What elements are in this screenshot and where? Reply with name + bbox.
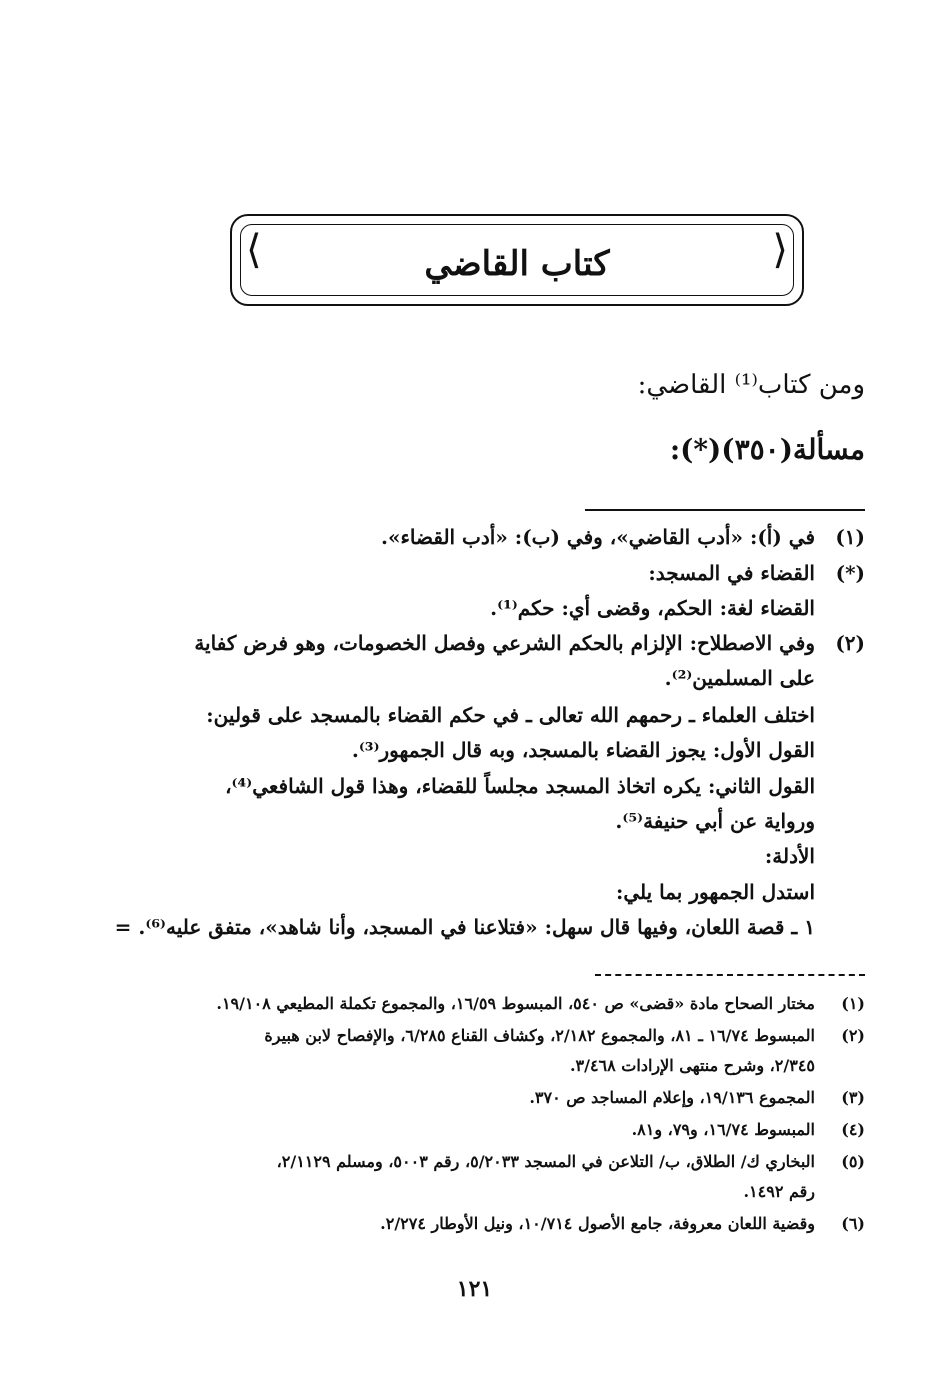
footnote-line: رقم ١٤٩٢.: [743, 1182, 815, 1201]
footnote-separator: [595, 974, 865, 976]
footnote-line: البخاري ك/ الطلاق، ب/ التلاعن في المسجد ٥/٢٠٣٣، رقم ٥٠٠٣، ومسلم ٢/١١٢٩،: [276, 1152, 815, 1171]
ornament-left-icon: ⟨: [246, 227, 262, 273]
footnote-line: المجموع ١٩/١٣٦، وإعلام المساجد ص ٣٧٠.: [529, 1088, 815, 1107]
footnote-number: (٥): [841, 1152, 865, 1171]
chapter-title: كتاب القاضي: [424, 244, 610, 284]
body-line: ١ ـ قصة اللعان، وفيها قال سهل: «فتلاعنا في المسجد، وأنا شاهد»، متفق عليه⁽⁶⁾. =: [114, 915, 815, 939]
note-line: وفي الاصطلاح: الإلزام بالحكم الشرعي وفصل الخصومات، وهو فرض كفاية: [194, 631, 815, 655]
footnote-line: المبسوط ١٦/٧٤، و٧٩، و٨١.: [631, 1120, 815, 1139]
note-line: على المسلمين⁽²⁾.: [664, 666, 815, 690]
footnote-number: (٤): [841, 1120, 865, 1139]
body-line: القول الثاني: يكره اتخاذ المسجد مجلساً للقضاء، وهذا قول الشافعي⁽⁴⁾،: [225, 774, 815, 798]
note-line: في (أ): «أدب القاضي»، وفي (ب): «أدب القضاء».: [381, 525, 815, 549]
note-number: (٢): [835, 631, 865, 655]
intro-line: ومن كتاب⁽¹⁾ القاضي:: [637, 370, 865, 400]
footnote-number: (٣): [841, 1088, 865, 1107]
footnote-line: ٢/٣٤٥، وشرح منتهى الإرادات ٣/٤٦٨.: [569, 1056, 815, 1075]
notes-separator: [585, 509, 865, 511]
body-line: اختلف العلماء ـ رحمهم الله تعالى ـ في حكم القضاء بالمسجد على قولين:: [206, 703, 815, 727]
footnote-number: (٦): [841, 1214, 865, 1233]
ornament-right-icon: ⟩: [772, 227, 788, 273]
page-number: ١٢١: [456, 1276, 493, 1302]
note-number: (*): [835, 561, 865, 585]
note-line: القضاء لغة: الحكم، وقضى أي: حكم⁽¹⁾.: [490, 596, 815, 620]
footnote-line: وقضية اللعان معروفة، جامع الأصول ١٠/٧١٤، ونيل الأوطار ٢/٢٧٤.: [380, 1214, 815, 1233]
footnote-number: (١): [841, 994, 865, 1013]
note-number: (١): [835, 525, 865, 549]
footnote-number: (٢): [841, 1026, 865, 1045]
body-line: القول الأول: يجوز القضاء بالمسجد، وبه قال الجمهور⁽³⁾.: [351, 738, 815, 762]
body-line: ورواية عن أبي حنيفة⁽⁵⁾.: [615, 809, 815, 833]
chapter-title-frame: [230, 214, 804, 306]
footnote-line: مختار الصحاح مادة «قضى» ص ٥٤٠، المبسوط ١٦/٥٩، والمجموع تكملة المطيعي ١٩/١٠٨.: [216, 994, 815, 1013]
masala-heading: مسألة(٣٥٠)(*):: [669, 433, 865, 466]
footnote-line: المبسوط ١٦/٧٤ ـ ٨١، والمجموع ٢/١٨٢، وكشاف القناع ٦/٢٨٥، والإفصاح لابن هبيرة: [264, 1026, 815, 1045]
note-line: القضاء في المسجد:: [648, 561, 815, 585]
body-line: الأدلة:: [764, 844, 815, 868]
body-line: استدل الجمهور بما يلي:: [615, 880, 815, 904]
